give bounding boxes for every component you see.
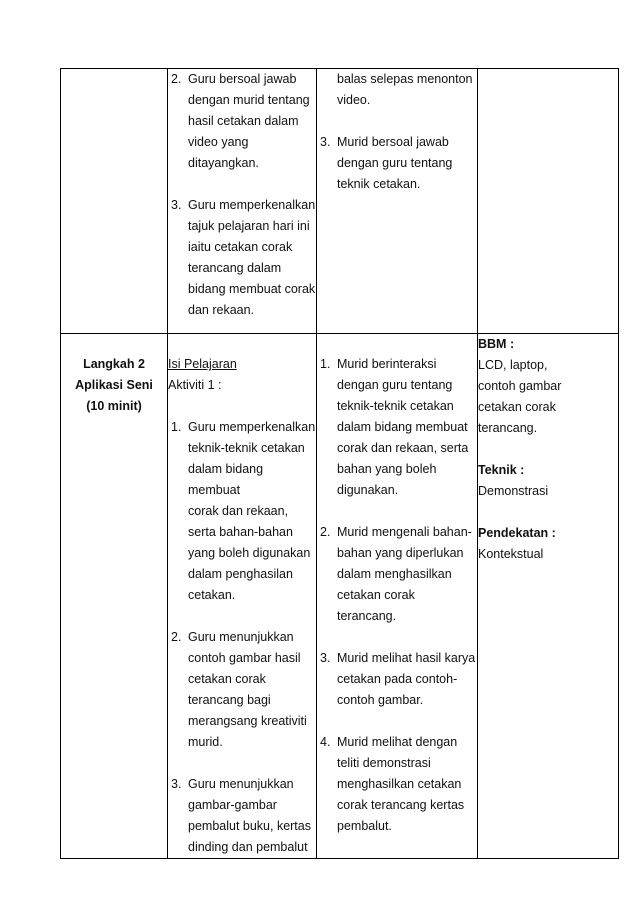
step-line: bahan yang boleh bbox=[337, 462, 437, 476]
step-line: dalam bidang membuat bbox=[337, 420, 468, 434]
step-number: 4. bbox=[320, 735, 331, 749]
list-item bbox=[317, 132, 477, 195]
bbm-line: contoh gambar bbox=[478, 379, 562, 393]
step-line: cetakan pada contoh- bbox=[337, 672, 458, 686]
step-line: teliti demonstrasi bbox=[337, 756, 431, 770]
step-number: 1. bbox=[171, 420, 182, 434]
step-line: Murid bersoal jawab bbox=[337, 135, 449, 149]
step-line: bahan yang diperlukan bbox=[337, 546, 464, 560]
list-item bbox=[168, 774, 316, 858]
stage-duration: (10 minit) bbox=[86, 399, 142, 413]
step-number: 3. bbox=[320, 651, 331, 665]
bbm-line: terancang. bbox=[478, 421, 538, 435]
pendekatan-label: Pendekatan : bbox=[478, 526, 556, 540]
step-line: Guru memperkenalkan bbox=[188, 198, 316, 212]
bbm-label: BBM : bbox=[478, 337, 515, 351]
bbm-line: LCD, laptop, bbox=[478, 358, 548, 372]
teacher-steps-list bbox=[168, 69, 316, 321]
teknik-value: Demonstrasi bbox=[478, 484, 549, 498]
step-line: video yang bbox=[188, 135, 249, 149]
content-heading: Isi Pelajaran bbox=[168, 357, 237, 371]
step-line: dalam menghasilkan bbox=[337, 567, 452, 581]
lesson-plan-table bbox=[60, 68, 619, 859]
teacher-activity-cell bbox=[168, 69, 317, 334]
teknik-label: Teknik : bbox=[478, 463, 525, 477]
activity-label: Aktiviti 1 : bbox=[168, 378, 222, 392]
step-line: murid. bbox=[188, 735, 223, 749]
list-item bbox=[317, 69, 477, 111]
step-line: tajuk pelajaran hari ini bbox=[188, 219, 310, 233]
notes-cell bbox=[478, 334, 619, 859]
step-line: yang boleh digunakan bbox=[188, 546, 311, 560]
step-line: terancang dalam bbox=[188, 261, 282, 275]
list-item bbox=[317, 732, 477, 837]
teacher-activity-cell bbox=[168, 334, 317, 859]
student-steps-list bbox=[317, 69, 477, 195]
step-line: dalam penghasilan bbox=[188, 567, 293, 581]
step-number: 2. bbox=[171, 72, 182, 86]
list-item bbox=[168, 417, 316, 606]
pendekatan-value: Kontekstual bbox=[478, 547, 544, 561]
step-line: contoh gambar. bbox=[337, 693, 424, 707]
notes-cell-empty bbox=[478, 69, 619, 334]
student-activity-cell bbox=[317, 334, 478, 859]
step-line: Murid mengenali bahan- bbox=[337, 525, 472, 539]
step-line: teknik-teknik cetakan bbox=[188, 441, 305, 455]
list-item bbox=[168, 69, 316, 174]
step-line: Guru menunjukkan bbox=[188, 777, 294, 791]
step-line: cetakan. bbox=[188, 588, 236, 602]
step-line: iaitu cetakan corak bbox=[188, 240, 293, 254]
step-line: contoh gambar hasil bbox=[188, 651, 301, 665]
step-line: merangsang kreativiti bbox=[188, 714, 307, 728]
step-number: 3. bbox=[171, 777, 182, 791]
step-line: cetakan corak bbox=[337, 588, 415, 602]
step-number: 1. bbox=[320, 357, 331, 371]
step-line: serta bahan-bahan bbox=[188, 525, 293, 539]
step-line: Guru bersoal jawab bbox=[188, 72, 297, 86]
list-item bbox=[317, 354, 477, 501]
step-line: Murid melihat hasil karya bbox=[337, 651, 476, 665]
step-line: pembalut. bbox=[337, 819, 392, 833]
step-line: Murid berinteraksi bbox=[337, 357, 437, 371]
step-line: dengan murid tentang bbox=[188, 93, 310, 107]
step-line: menghasilkan cetakan bbox=[337, 777, 462, 791]
step-line: teknik-teknik cetakan bbox=[337, 399, 454, 413]
step-line: corak dan rekaan, serta bbox=[337, 441, 469, 455]
list-item bbox=[168, 627, 316, 753]
step-line: corak terancang kertas bbox=[337, 798, 465, 812]
stage-cell-empty bbox=[61, 69, 168, 334]
student-activity-cell bbox=[317, 69, 478, 334]
step-line: cetakan corak bbox=[188, 672, 266, 686]
step-line: dan rekaan. bbox=[188, 303, 255, 317]
step-line: dengan guru tentang bbox=[337, 156, 453, 170]
list-item bbox=[168, 195, 316, 321]
step-number: 2. bbox=[320, 525, 331, 539]
step-line: digunakan. bbox=[337, 483, 399, 497]
step-line: dengan guru tentang bbox=[337, 378, 453, 392]
step-line: dinding dan pembalut bbox=[188, 840, 308, 854]
bbm-line: cetakan corak bbox=[478, 400, 556, 414]
step-line: terancang. bbox=[337, 609, 397, 623]
step-number: 3. bbox=[320, 135, 331, 149]
student-steps-list bbox=[317, 354, 477, 837]
step-line: corak dan rekaan, bbox=[188, 504, 289, 518]
step-line: bidang membuat corak bbox=[188, 282, 316, 296]
list-item bbox=[317, 648, 477, 711]
table-row bbox=[61, 69, 619, 334]
step-line: gambar-gambar bbox=[188, 798, 277, 812]
step-line: balas selepas menonton bbox=[337, 72, 473, 86]
step-line: ditayangkan. bbox=[188, 156, 259, 170]
stage-name: Aplikasi Seni bbox=[75, 378, 153, 392]
teacher-steps-list bbox=[168, 417, 316, 858]
step-line: video. bbox=[337, 93, 371, 107]
list-item bbox=[317, 522, 477, 627]
step-line: Guru menunjukkan bbox=[188, 630, 294, 644]
step-number: 3. bbox=[171, 198, 182, 212]
step-number: 2. bbox=[171, 630, 182, 644]
table-row bbox=[61, 334, 619, 859]
step-line: terancang bagi bbox=[188, 693, 271, 707]
step-line: Guru memperkenalkan bbox=[188, 420, 316, 434]
step-line: dalam bidang membuat bbox=[188, 462, 264, 497]
step-line: Murid melihat dengan bbox=[337, 735, 458, 749]
stage-cell bbox=[61, 334, 168, 859]
stage-title: Langkah 2 bbox=[83, 357, 145, 371]
step-line: pembalut buku, kertas bbox=[188, 819, 311, 833]
step-line: teknik cetakan. bbox=[337, 177, 421, 191]
step-line: hasil cetakan dalam bbox=[188, 114, 299, 128]
